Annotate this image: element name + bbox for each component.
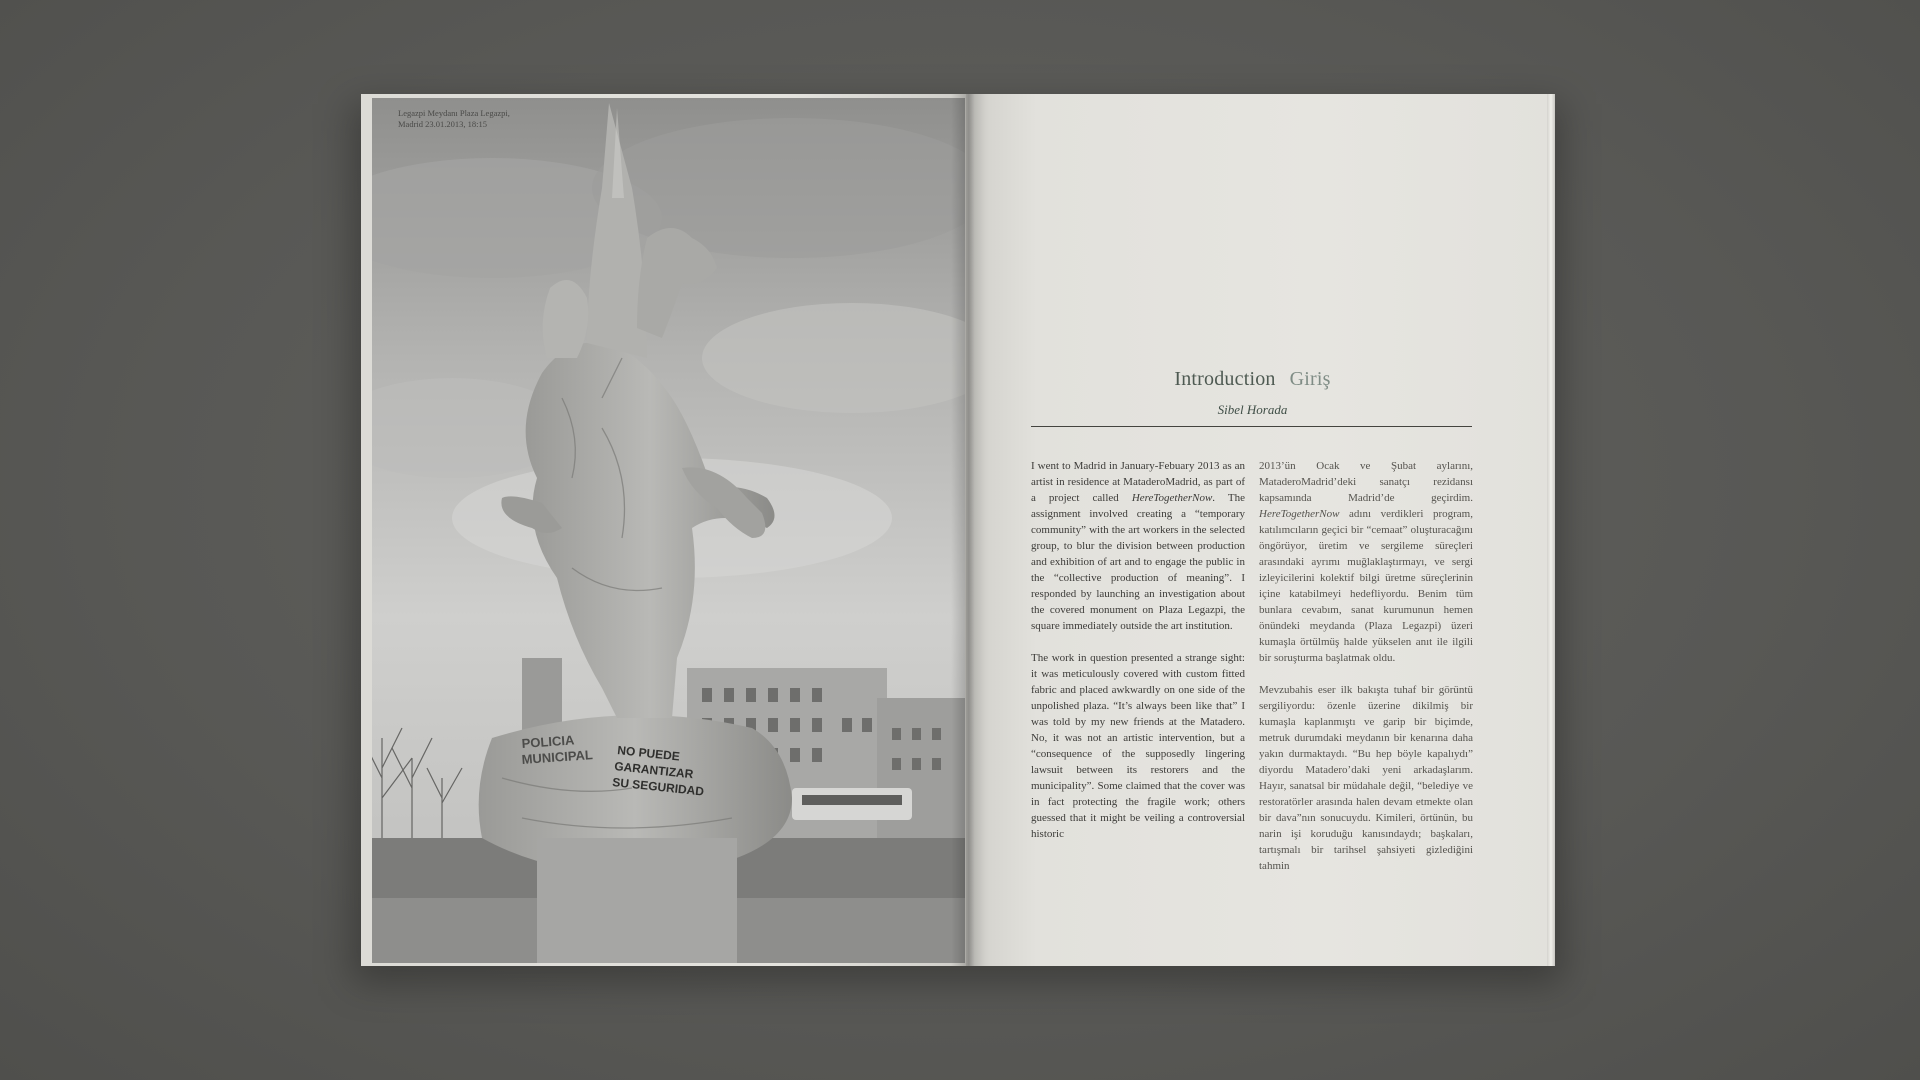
article-author: Sibel Horada [1217,402,1288,417]
tr-p1-text-a: 2013’ün Ocak ve Şubat aylarını, MataderoMadrid’deki sanatçı rezidansı kapsamında Madrid’de geçirdim. [1259,460,1473,504]
graffiti-left-1: POLICIA [521,732,575,751]
tr-p1-text-b: adını verdikleri program, katılımcıların geçici bir “cemaat” oluşturacağını öngörüyor, üretim ve sergileme süreçleri arasındaki ayrımı muğlaklaştırmayı, ve sergi izleyicilerini kolektif bilgi üretme süreçlerinin içine katabilmeyi hedefliyordu. Benim tüm bunlara cevabım, sanat kurumunun hemen önündeki meydanda (Plaza Legazpi) üzeri kumaşla örtülmüş halde yükselen anıt ile ilgili bir soruşturma başlatmak oldu. [1259,508,1473,664]
book-gutter [951,94,985,966]
turkish-column [1259,458,1473,890]
caption-line-1: Legazpi Meydanı Plaza Legazpi, [398,108,510,118]
turkish-paragraph-2: Mevzubahis eser ilk bakışta tuhaf bir görüntü sergiliyordu: özenle üzerine dikilmiş bir kumaşla kaplanmıştı ve garip bir biçimde, metruk durumdaki meydanın bir kenarına daha yakın durmaktaydı. “Bu hep böyle kapalıydı” diyordu Matadero’daki yeni arkadaşlarım. Hayır, sanatsal bir müdahale değil, “belediye ve restoratörler arasında halen devam etmekte olan bir dava”nın sonucuydu. Kimileri, örtünün, bu narin işi koruduğu kanısındaydı; başkaları, tartışmalı bir tarihsel şahsiyeti gizlediğini tahmin [1259,684,1473,872]
english-paragraph-2: The work in question presented a strange sight: it was meticulously covered with custom fitted fabric and placed awkwardly on one side of the unpolished plaza. “It’s always been like that” I was told by my new friends at the Matadero. No, it was not an artistic intervention, but a “consequence of the supposedly lingering lawsuit between its restorers and the municipality”. Some claimed that the cover was in fact protecting the fragile work; others guessed that it might be veiling a controversial historic [1031,652,1245,840]
english-paragraph-1 [1031,458,1245,634]
en-p1-text-a: I went to Madrid in January-Febuary 2013 as an artist in residence at MataderoMadrid, as part of a project called [1031,460,1245,504]
photo-illustration [372,98,965,963]
title-english: Introduction [1174,368,1276,390]
title-turkish: Giriş [1289,368,1331,390]
graffiti-right-1: NO PUEDE [616,743,681,764]
turkish-paragraph-1 [1259,458,1473,666]
page-stack-edge [1547,94,1555,966]
graffiti-right-2: GARANTIZAR [613,759,695,782]
caption-line-2: Madrid 23.01.2013, 18:15 [398,119,488,129]
graffiti-right-3: SU SEGURIDAD [611,775,705,799]
article-title [1030,368,1475,391]
graffiti-left-2: MUNICIPAL [521,747,594,767]
heading-rule [1031,426,1472,427]
english-column [1031,458,1245,858]
photo-caption [398,108,538,130]
text-columns [1028,454,1478,910]
monument-photograph [372,98,965,963]
en-p1-text-b: . The assignment involved creating a “temporary community” with the art workers in the selected group, to blur the division between production and exhibition of art and to engage the public in the “collective production of meaning”. I responded by launching an investigation about the covered monument on Plaza Legazpi, the square immediately outside the art institution. [1031,492,1245,632]
en-p1-project-name: HereTogetherNow [1131,492,1213,504]
tr-p1-project-name: HereTogetherNow [1259,508,1340,520]
